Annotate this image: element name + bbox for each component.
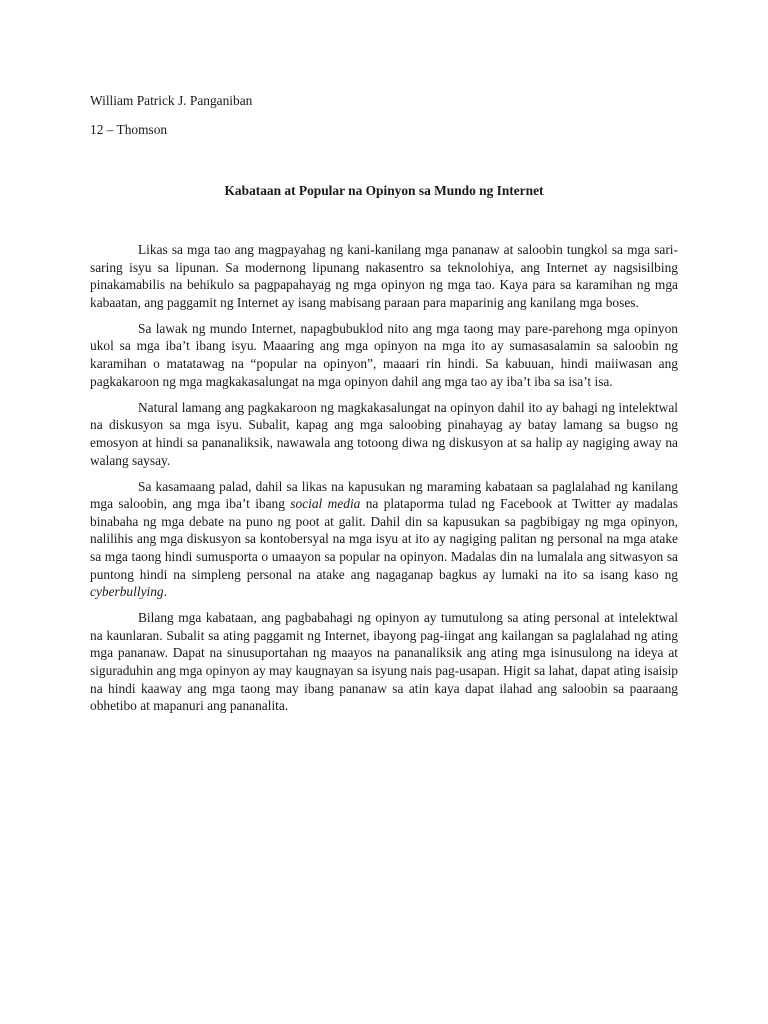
paragraph-text: Bilang mga kabataan, ang pagbabahagi ng opinyon ay tumutulong sa ating personal at intelektwal na kaunlaran. Subalit sa ating paggamit ng Internet, ibayong pag-iingat ang kailangan sa paglalahad ng ating mga pananaw. Dapat na sinusuportahan ng maayos na pananaliksik ang ating mga isinusulong na ideya at siguraduhin ang mga opinyon ay may kaugnayan sa isyung nais pag-usapan. Higit sa lahat, dapat ating isaisip na hindi kaaway ang mga taong may ibang pananaw sa atin kaya dapat ilahad ang saloobin sa paaraang obhetibo at mapanuri ang pananalita. [90, 610, 678, 714]
paragraph-text: . [163, 584, 167, 600]
paragraph-5 [90, 609, 678, 715]
author-name: William Patrick J. Panganiban [90, 93, 253, 108]
paragraph-4 [90, 478, 678, 601]
essay-title: Kabataan at Popular na Opinyon sa Mundo ng Internet [224, 183, 544, 198]
paragraph-text: Sa lawak ng mundo Internet, napagbubuklod nito ang mga taong may pare-parehong mga opinyon ukol sa mga iba’t ibang isyu. Maaaring ang mga opinyon na mga ito ay sumasasalamin sa saloobin ng karamihan o matatawag na “popular na opinyon”, maaari rin hindi. Sa kabuuan, hindi maiiwasan ang pagkakaroon ng mga magkakasalungat na mga opinyon dahil ang mga tao ay iba’t iba sa isa’t isa. [90, 320, 678, 389]
paragraph-text: na plataporma tulad ng Facebook at Twitter ay madalas binabaha ng mga debate na puno ng poot at galit. Dahil din sa kapusukan sa pagbibigay ng mga opinyon, nalilihis ang mga diskusyon sa kontobersyal na mga isyu at ito ay nagiging palitan ng personal na mga atake sa mga taong hindi sumusporta o umaayon sa popular na opinyon. Madalas din na lumalala ang sitwasyon sa puntong hindi na simpleng personal na atake ang nagaganap bagkus ay lumaki na ito sa isang kaso ng [90, 496, 678, 582]
italic-term-social-media: social media [290, 496, 361, 512]
class-section: 12 – Thomson [90, 122, 168, 137]
paragraph-text: Likas sa mga tao ang magpayahag ng kani-kanilang mga pananaw at saloobin tungkol sa mga sari-saring isyu sa lipunan. Sa modernong lipunang nakasentro sa teknolohiya, ang Internet ay nagsisilbing pinakamabilis na behikulo sa pagpapahayag ng mga opinyon ng mga tao. Kaya para sa karamihan ng mga kabaatan, ang paggamit ng Internet ay isang mabisang paraan para maparinig ang kanilang mga boses. [90, 242, 678, 310]
paragraph-3 [90, 399, 678, 469]
paragraph-text: Natural lamang ang pagkakaroon ng magkakasalungat na opinyon dahil ito ay bahagi ng intelektwal na diskusyon sa mga isyu. Subalit, kapag ang mga saloobing pinahayag ay batay lamang sa bugso ng emosyon at hindi sa pananaliksik, nawawala ang totoong diwa ng diskusyon at sa halip ay nagiging away na walang saysay. [90, 399, 678, 468]
italic-term-cyberbullying: cyberbullying [90, 584, 164, 600]
paragraph-2 [90, 320, 678, 390]
paragraph-text: Sa kasamaang palad, dahil sa likas na kapusukan ng maraming kabataan sa paglalahad ng kanilang mga saloobin, ang mga iba’t ibang [90, 478, 678, 512]
paragraph-1 [90, 241, 678, 311]
